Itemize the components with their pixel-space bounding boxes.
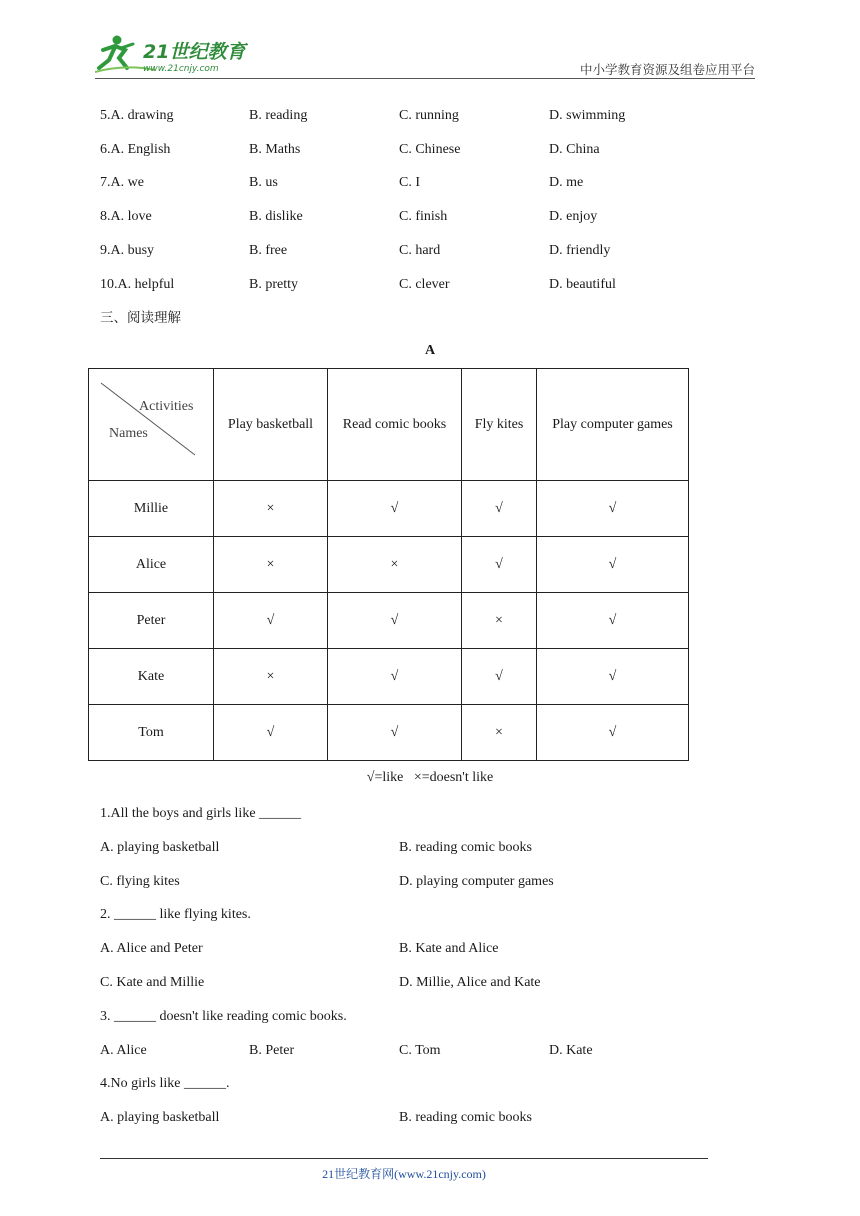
option-c: C. Kate and Millie [100, 975, 205, 990]
row-name: Alice [89, 537, 214, 593]
option-c: C. I [399, 175, 420, 190]
table-cell: √ [537, 537, 689, 593]
option-c: C. finish [399, 209, 448, 224]
option-a: A. playing basketball [100, 840, 220, 855]
option-b: B. reading comic books [399, 840, 532, 855]
table-cell: × [214, 481, 328, 537]
option-d: D. swimming [549, 108, 626, 123]
option-b: B. reading [249, 108, 308, 123]
section-title: 三、阅读理解 [100, 310, 181, 326]
option-d: D. me [549, 175, 584, 190]
table-cell: × [328, 537, 462, 593]
question-stem: 1.All the boys and girls like ______ [100, 806, 302, 821]
table-row [89, 537, 689, 593]
option-d: D. friendly [549, 243, 611, 258]
table-cell: √ [537, 593, 689, 649]
footer-divider [100, 1158, 708, 1159]
footer-text: 21世纪教育网(www.21cnjy.com) [322, 1167, 486, 1181]
page-header [95, 30, 755, 80]
table-cell: × [462, 593, 537, 649]
table-cell: √ [462, 481, 537, 537]
option-b: B. us [249, 175, 278, 190]
table-cell: √ [214, 705, 328, 761]
table-cell: √ [328, 649, 462, 705]
row-name: Peter [89, 593, 214, 649]
logo-text: 21世纪教育 [143, 41, 246, 63]
table-cell: √ [328, 481, 462, 537]
option-a: 6.A. English [100, 142, 171, 157]
question-stem: 3. ______ doesn't like reading comic books. [100, 1009, 347, 1024]
table-cell: √ [328, 705, 462, 761]
column-header: Read comic books [328, 369, 462, 481]
table-cell: √ [537, 481, 689, 537]
option-d: D. playing computer games [399, 874, 554, 889]
table-cell: √ [328, 593, 462, 649]
option-b: B. Maths [249, 142, 301, 157]
logo [95, 34, 265, 76]
option-a: 7.A. we [100, 175, 144, 190]
corner-names: Names [109, 426, 148, 441]
table-row [89, 481, 689, 537]
option-c: C. Chinese [399, 142, 461, 157]
option-c: C. flying kites [100, 874, 180, 889]
table-cell: × [214, 649, 328, 705]
column-header: Fly kites [462, 369, 537, 481]
row-name: Kate [89, 649, 214, 705]
option-c: C. Tom [399, 1043, 441, 1058]
table-cell: × [214, 537, 328, 593]
option-d: D. beautiful [549, 277, 616, 292]
option-c: C. running [399, 108, 459, 123]
activities-table [88, 368, 689, 761]
option-b: B. pretty [249, 277, 298, 292]
logo-url: www.21cnjy.com [143, 64, 219, 74]
corner-activities: Activities [139, 399, 194, 414]
option-a: A. playing basketball [100, 1110, 220, 1125]
option-b: B. Peter [249, 1043, 295, 1058]
question-stem: 4.No girls like ______. [100, 1076, 230, 1091]
option-d: D. Millie, Alice and Kate [399, 975, 541, 990]
table-cell: √ [537, 649, 689, 705]
question-stem: 2. ______ like flying kites. [100, 907, 251, 922]
table-row [89, 593, 689, 649]
option-a: A. Alice [100, 1043, 147, 1058]
option-b: B. Kate and Alice [399, 941, 499, 956]
option-c: C. clever [399, 277, 450, 292]
corner-cell [89, 369, 214, 481]
row-name: Millie [89, 481, 214, 537]
option-c: C. hard [399, 243, 441, 258]
diagonal-header [89, 369, 213, 480]
option-a: A. Alice and Peter [100, 941, 203, 956]
option-d: D. China [549, 142, 600, 157]
header-divider [95, 78, 755, 79]
option-a: 5.A. drawing [100, 108, 174, 123]
option-b: B. reading comic books [399, 1110, 532, 1125]
table-cell: √ [214, 593, 328, 649]
option-d: D. enjoy [549, 209, 598, 224]
table-cell: × [462, 705, 537, 761]
table-cell: √ [462, 649, 537, 705]
passage-label: A [424, 343, 436, 358]
column-header: Play basketball [214, 369, 328, 481]
option-a: 10.A. helpful [100, 277, 175, 292]
option-a: 9.A. busy [100, 243, 155, 258]
option-a: 8.A. love [100, 209, 152, 224]
table-legend: √=like ×=doesn't like [366, 770, 494, 785]
table-cell: √ [537, 705, 689, 761]
option-b: B. free [249, 243, 288, 258]
diagonal-line [89, 369, 213, 480]
option-d: D. Kate [549, 1043, 593, 1058]
platform-name: 中小学教育资源及组卷应用平台 [579, 62, 755, 77]
column-header: Play computer games [537, 369, 689, 481]
option-b: B. dislike [249, 209, 303, 224]
table-cell: √ [462, 537, 537, 593]
table-row [89, 705, 689, 761]
row-name: Tom [89, 705, 214, 761]
table-row [89, 649, 689, 705]
table-header-row [89, 369, 689, 481]
